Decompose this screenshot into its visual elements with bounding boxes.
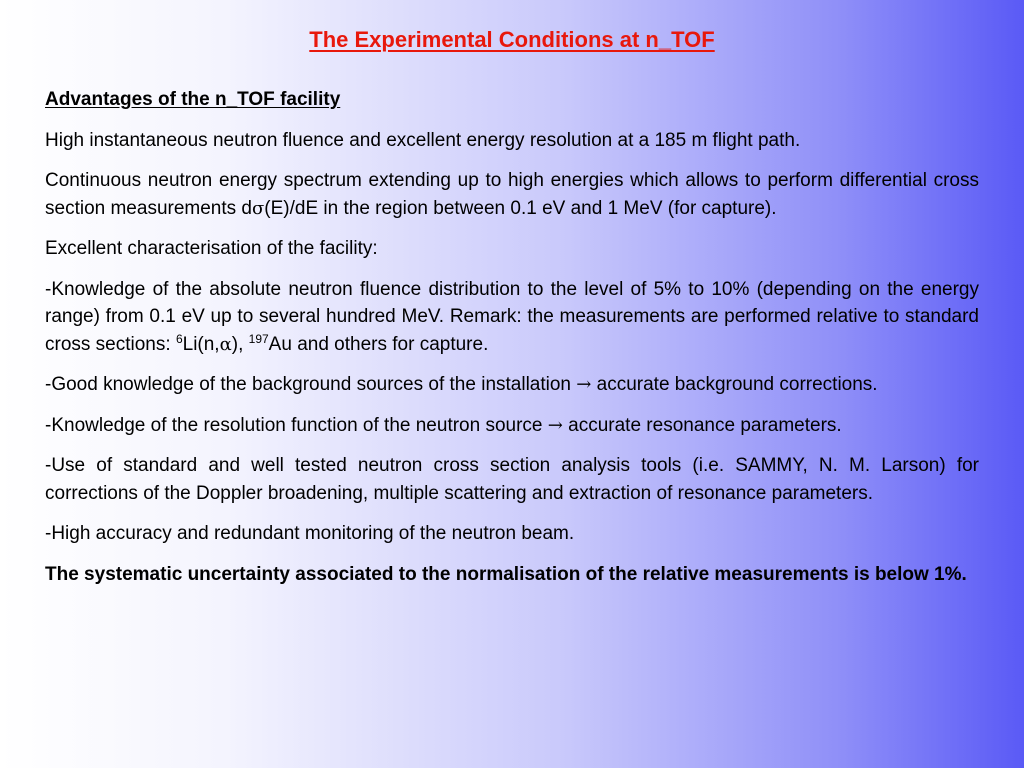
paragraph-beam-monitoring: -High accuracy and redundant monitoring of the neutron beam.	[45, 523, 575, 544]
arrow-right-icon: →	[576, 374, 592, 395]
paragraph-systematic-uncertainty: The systematic uncertainty associated to the normalisation of the relative measurements is below 1%.	[45, 563, 967, 585]
superscript-au-mass: 197	[248, 331, 269, 346]
paragraph-resolution-function	[45, 412, 979, 440]
text-span: accurate background corrections.	[591, 374, 878, 395]
paragraph-analysis-tools: -Use of standard and well tested neutron cross section analysis tools (i.e. SAMMY, N. M. Larson) for corrections of the Doppler broadening, multiple scattering and extraction of resonance parameters.	[45, 455, 979, 504]
arrow-right-icon: →	[547, 414, 563, 436]
text-span: -Knowledge of the absolute neutron fluence distribution to the level of 5% to 10% (depending on the energy range) from 0.1 eV up to several hundred MeV. Remark: the measurements are performed relative to standard cross sections:	[45, 278, 979, 355]
text-span: ),	[231, 333, 249, 355]
text-span: (E)/dE in the region between 0.1 eV and 1 MeV (for capture).	[264, 197, 777, 219]
paragraph-characterisation: Excellent characterisation of the facility:	[45, 238, 378, 259]
paragraph-background-sources	[45, 371, 979, 399]
superscript-li-mass: 6	[175, 331, 183, 346]
paragraph-fluence-resolution: High instantaneous neutron fluence and excellent energy resolution at a 185 m flight path.	[45, 129, 801, 151]
text-span: Au and others for capture.	[268, 333, 489, 355]
section-heading: Advantages of the n_TOF facility	[45, 89, 341, 110]
text-span: -Good knowledge of the background sources of the installation	[45, 374, 577, 395]
text-span: Li(n,	[182, 333, 220, 355]
text-span: Continuous neutron energy spectrum extending up to high energies which allows to perform differential cross section measurements d	[45, 170, 979, 219]
paragraph-energy-spectrum	[45, 167, 979, 222]
slide-title: The Experimental Conditions at n_TOF	[309, 27, 715, 52]
slide-body	[45, 86, 979, 601]
alpha-symbol: α	[219, 333, 232, 355]
sigma-symbol: σ	[252, 197, 265, 219]
paragraph-fluence-knowledge	[45, 276, 979, 359]
text-span: -Knowledge of the resolution function of the neutron source	[45, 414, 548, 436]
text-span: accurate resonance parameters.	[562, 414, 842, 436]
